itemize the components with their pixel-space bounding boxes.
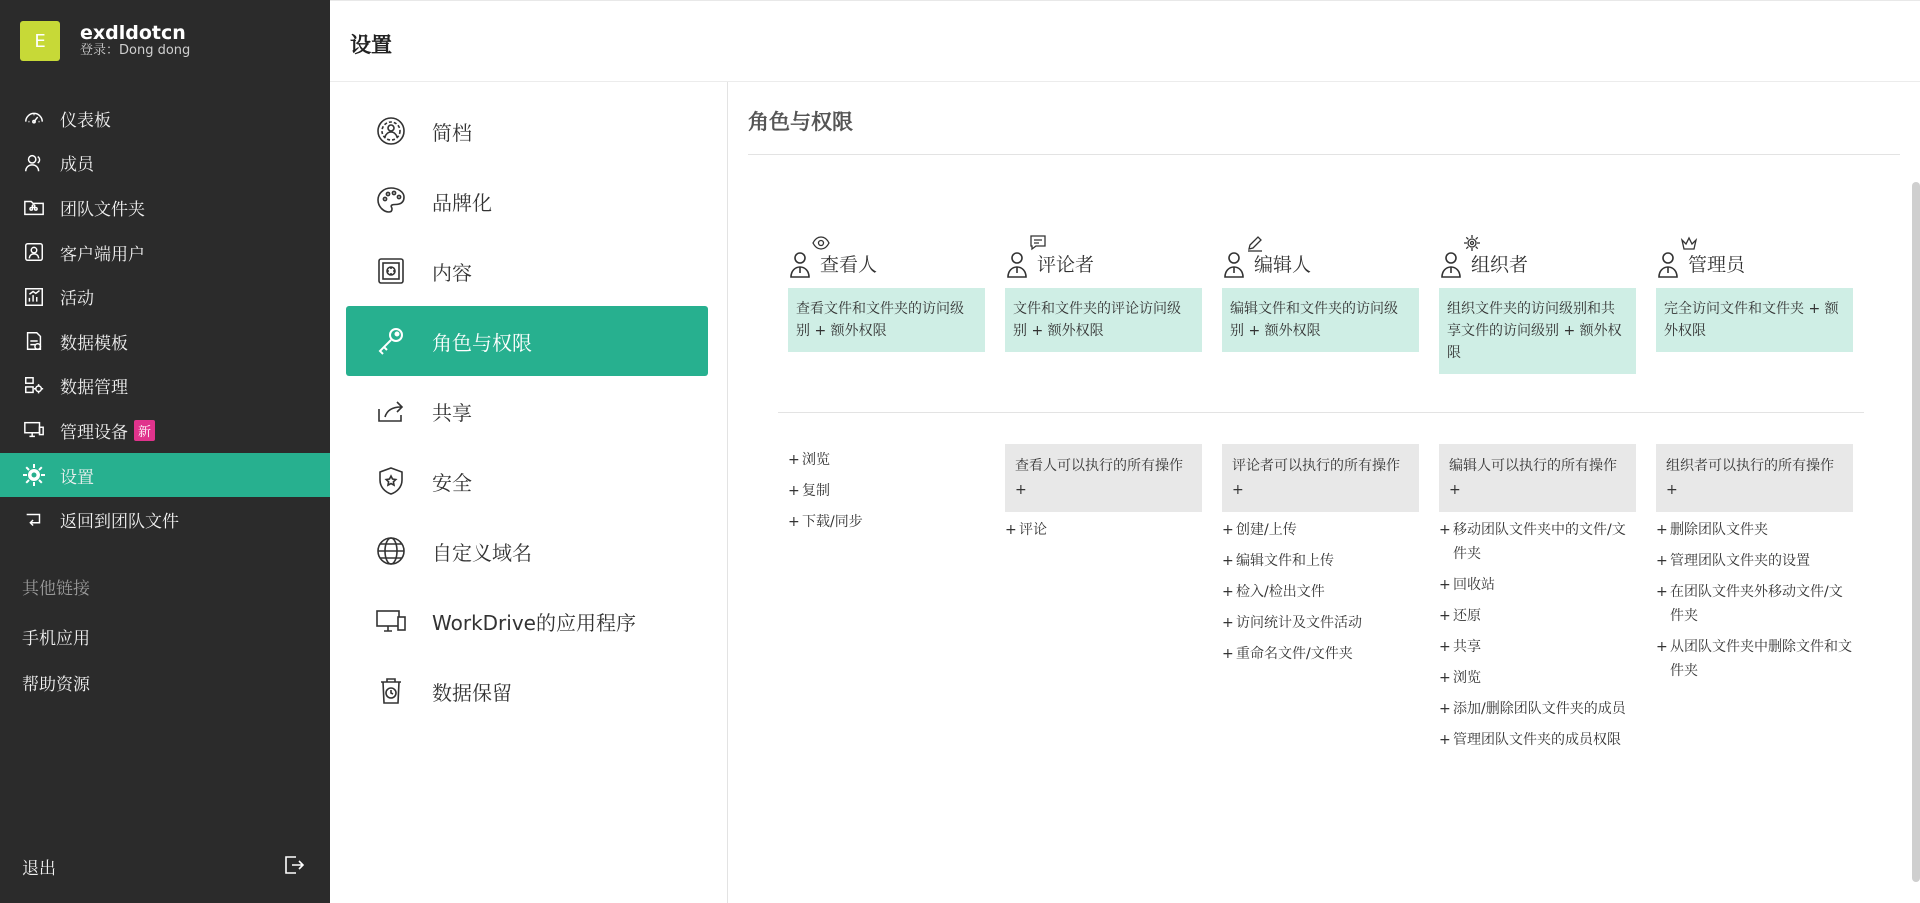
- inherited-permissions: 查看人可以执行的所有操作 +: [1005, 444, 1202, 512]
- settings-menu: [330, 82, 728, 903]
- permission-item: + 评论: [1005, 518, 1202, 542]
- nav-label: 管理设备: [60, 422, 128, 443]
- nav-label: 仪表板: [60, 110, 111, 131]
- permissions-viewer: [788, 448, 985, 541]
- role-description: 查看文件和文件夹的访问级别 + 额外权限: [788, 288, 985, 352]
- sidebar: [0, 0, 330, 903]
- role-description: 编辑文件和文件夹的访问级别 + 额外权限: [1222, 288, 1419, 352]
- return-icon: [22, 508, 46, 532]
- person-icon: [1222, 248, 1250, 278]
- eye-icon: [812, 234, 830, 252]
- permissions-organizer: [1439, 444, 1636, 759]
- palette-icon: [374, 184, 408, 218]
- divider: [748, 154, 1900, 155]
- settings-item-apps[interactable]: [346, 586, 708, 656]
- permission-item: + 编辑文件和上传: [1222, 549, 1419, 573]
- comment-icon: [1029, 234, 1047, 252]
- permission-item: + 浏览: [1439, 666, 1636, 690]
- permission-item: + 还原: [1439, 604, 1636, 628]
- permission-list: [1222, 518, 1419, 666]
- profile-gear-icon: [374, 114, 408, 148]
- role-description: 完全访问文件和文件夹 + 额外权限: [1656, 288, 1853, 352]
- settings-item-label: WorkDrive的应用程序: [432, 610, 636, 635]
- account-login: 登录：Dong dong: [80, 43, 191, 59]
- permission-item: + 浏览: [788, 448, 985, 472]
- pencil-icon: [1246, 234, 1264, 252]
- permission-list: [1439, 518, 1636, 752]
- nav-label: 成员: [60, 155, 94, 176]
- person-icon: [1439, 248, 1467, 278]
- nav-label: 团队文件夹: [60, 199, 145, 220]
- data-management-icon: [22, 374, 46, 398]
- shield-icon: [374, 464, 408, 498]
- permission-list: [788, 448, 985, 534]
- main-nav: [0, 96, 330, 542]
- settings-item-label: 角色与权限: [432, 330, 532, 355]
- permission-item: + 共享: [1439, 635, 1636, 659]
- permission-item: + 创建/上传: [1222, 518, 1419, 542]
- permission-item: + 重命名文件/文件夹: [1222, 642, 1419, 666]
- nav-label: 返回到团队文件: [60, 512, 179, 533]
- help-resources-link[interactable]: 帮助资源: [22, 675, 90, 695]
- inherited-permissions: 组织者可以执行的所有操作 +: [1656, 444, 1853, 512]
- person-icon: [1005, 248, 1033, 278]
- inherited-permissions: 评论者可以执行的所有操作 +: [1222, 444, 1419, 512]
- page-header: [330, 0, 1920, 82]
- role-name: 管理员: [1688, 254, 1746, 276]
- nav-label: 客户端用户: [60, 244, 145, 265]
- settings-item-sharing[interactable]: [346, 376, 708, 446]
- permission-item: + 下载/同步: [788, 510, 985, 534]
- divider: [778, 412, 1864, 413]
- permissions-admin: [1656, 444, 1853, 690]
- person-icon: [788, 248, 816, 278]
- settings-item-label: 自定义域名: [432, 540, 532, 565]
- nav-label: 数据模板: [60, 333, 128, 354]
- settings-item-branding[interactable]: [346, 166, 708, 236]
- role-name: 评论者: [1037, 254, 1095, 276]
- other-links-title: 其他链接: [22, 579, 90, 599]
- nav-item-return[interactable]: [0, 497, 330, 542]
- permission-item: + 管理团队文件夹的成员权限: [1439, 728, 1636, 752]
- settings-item-label: 简档: [432, 120, 472, 145]
- permission-item: + 检入/检出文件: [1222, 580, 1419, 604]
- account-name: exdldotcn: [80, 21, 186, 44]
- permission-list: [1005, 518, 1202, 542]
- permission-item: + 移动团队文件夹中的文件/文件夹: [1439, 518, 1636, 566]
- safe-icon: [374, 254, 408, 288]
- settings-item-roles-permissions[interactable]: [346, 306, 708, 376]
- logout-icon[interactable]: [282, 853, 306, 877]
- permission-item: + 添加/删除团队文件夹的成员: [1439, 697, 1636, 721]
- content-panel: [728, 82, 1920, 903]
- settings-icon: [22, 463, 46, 487]
- inherited-permissions: 编辑人可以执行的所有操作 +: [1439, 444, 1636, 512]
- settings-item-data-retention[interactable]: [346, 656, 708, 726]
- logout-link[interactable]: 退出: [22, 859, 56, 879]
- crown-icon: [1680, 234, 1698, 252]
- client-user-icon: [22, 240, 46, 264]
- nav-item-members[interactable]: [0, 141, 330, 186]
- share-icon: [374, 394, 408, 428]
- permission-item: + 回收站: [1439, 573, 1636, 597]
- gear-icon: [1463, 234, 1481, 252]
- role-card-organizer: [1439, 234, 1636, 374]
- device-icon: [22, 418, 46, 442]
- role-card-editor: [1222, 234, 1419, 352]
- team-folder-icon: [22, 195, 46, 219]
- retention-icon: [374, 674, 408, 708]
- globe-icon: [374, 534, 408, 568]
- role-card-commenter: [1005, 234, 1202, 352]
- permissions-editor: [1222, 444, 1419, 673]
- avatar: E: [20, 21, 60, 61]
- key-icon: [374, 324, 408, 358]
- settings-item-security[interactable]: [346, 446, 708, 516]
- nav-item-team-folders[interactable]: [0, 185, 330, 230]
- desktop-mobile-icon: [374, 604, 408, 638]
- activity-icon: [22, 285, 46, 309]
- nav-label: 活动: [60, 289, 94, 310]
- role-name: 编辑人: [1254, 254, 1312, 276]
- nav-item-dashboard[interactable]: [0, 96, 330, 141]
- page-title: 设置: [350, 33, 392, 57]
- nav-label: 数据管理: [60, 378, 128, 399]
- dashboard-icon: [22, 106, 46, 130]
- role-description: 组织文件夹的访问级别和共享文件的访问级别 + 额外权限: [1439, 288, 1636, 374]
- nav-item-settings[interactable]: [0, 453, 330, 498]
- nav-item-data-templates[interactable]: [0, 319, 330, 364]
- settings-item-custom-domain[interactable]: [346, 516, 708, 586]
- settings-item-label: 品牌化: [432, 190, 492, 215]
- member-icon: [22, 151, 46, 175]
- account-header[interactable]: [20, 20, 190, 62]
- settings-item-profile[interactable]: [346, 96, 708, 166]
- role-description: 文件和文件夹的评论访问级别 + 额外权限: [1005, 288, 1202, 352]
- role-name: 组织者: [1471, 254, 1529, 276]
- role-card-admin: [1656, 234, 1853, 352]
- nav-item-client-users[interactable]: [0, 230, 330, 275]
- settings-item-label: 共享: [432, 400, 472, 425]
- role-name: 查看人: [820, 254, 878, 276]
- permission-item: + 管理团队文件夹的设置: [1656, 549, 1853, 573]
- permission-list: [1656, 518, 1853, 683]
- content-title: 角色与权限: [748, 110, 853, 134]
- permissions-commenter: [1005, 444, 1202, 549]
- nav-item-manage-devices[interactable]: [0, 408, 330, 453]
- content-scrollbar[interactable]: [1912, 182, 1920, 882]
- permission-item: + 在团队文件夹外移动文件/文件夹: [1656, 580, 1853, 628]
- permission-item: + 删除团队文件夹: [1656, 518, 1853, 542]
- role-card-viewer: [788, 234, 985, 352]
- person-icon: [1656, 248, 1684, 278]
- mobile-app-link[interactable]: 手机应用: [22, 629, 90, 649]
- nav-item-data-management[interactable]: [0, 364, 330, 409]
- nav-item-activity[interactable]: [0, 274, 330, 319]
- settings-item-label: 内容: [432, 260, 472, 285]
- settings-item-label: 安全: [432, 470, 472, 495]
- settings-item-content[interactable]: [346, 236, 708, 306]
- new-badge: 新: [134, 420, 155, 441]
- nav-label: 设置: [60, 467, 94, 488]
- permission-item: + 访问统计及文件活动: [1222, 611, 1419, 635]
- permission-item: + 复制: [788, 479, 985, 503]
- data-template-icon: [22, 329, 46, 353]
- settings-item-label: 数据保留: [432, 680, 512, 705]
- permission-item: + 从团队文件夹中删除文件和文件夹: [1656, 635, 1853, 683]
